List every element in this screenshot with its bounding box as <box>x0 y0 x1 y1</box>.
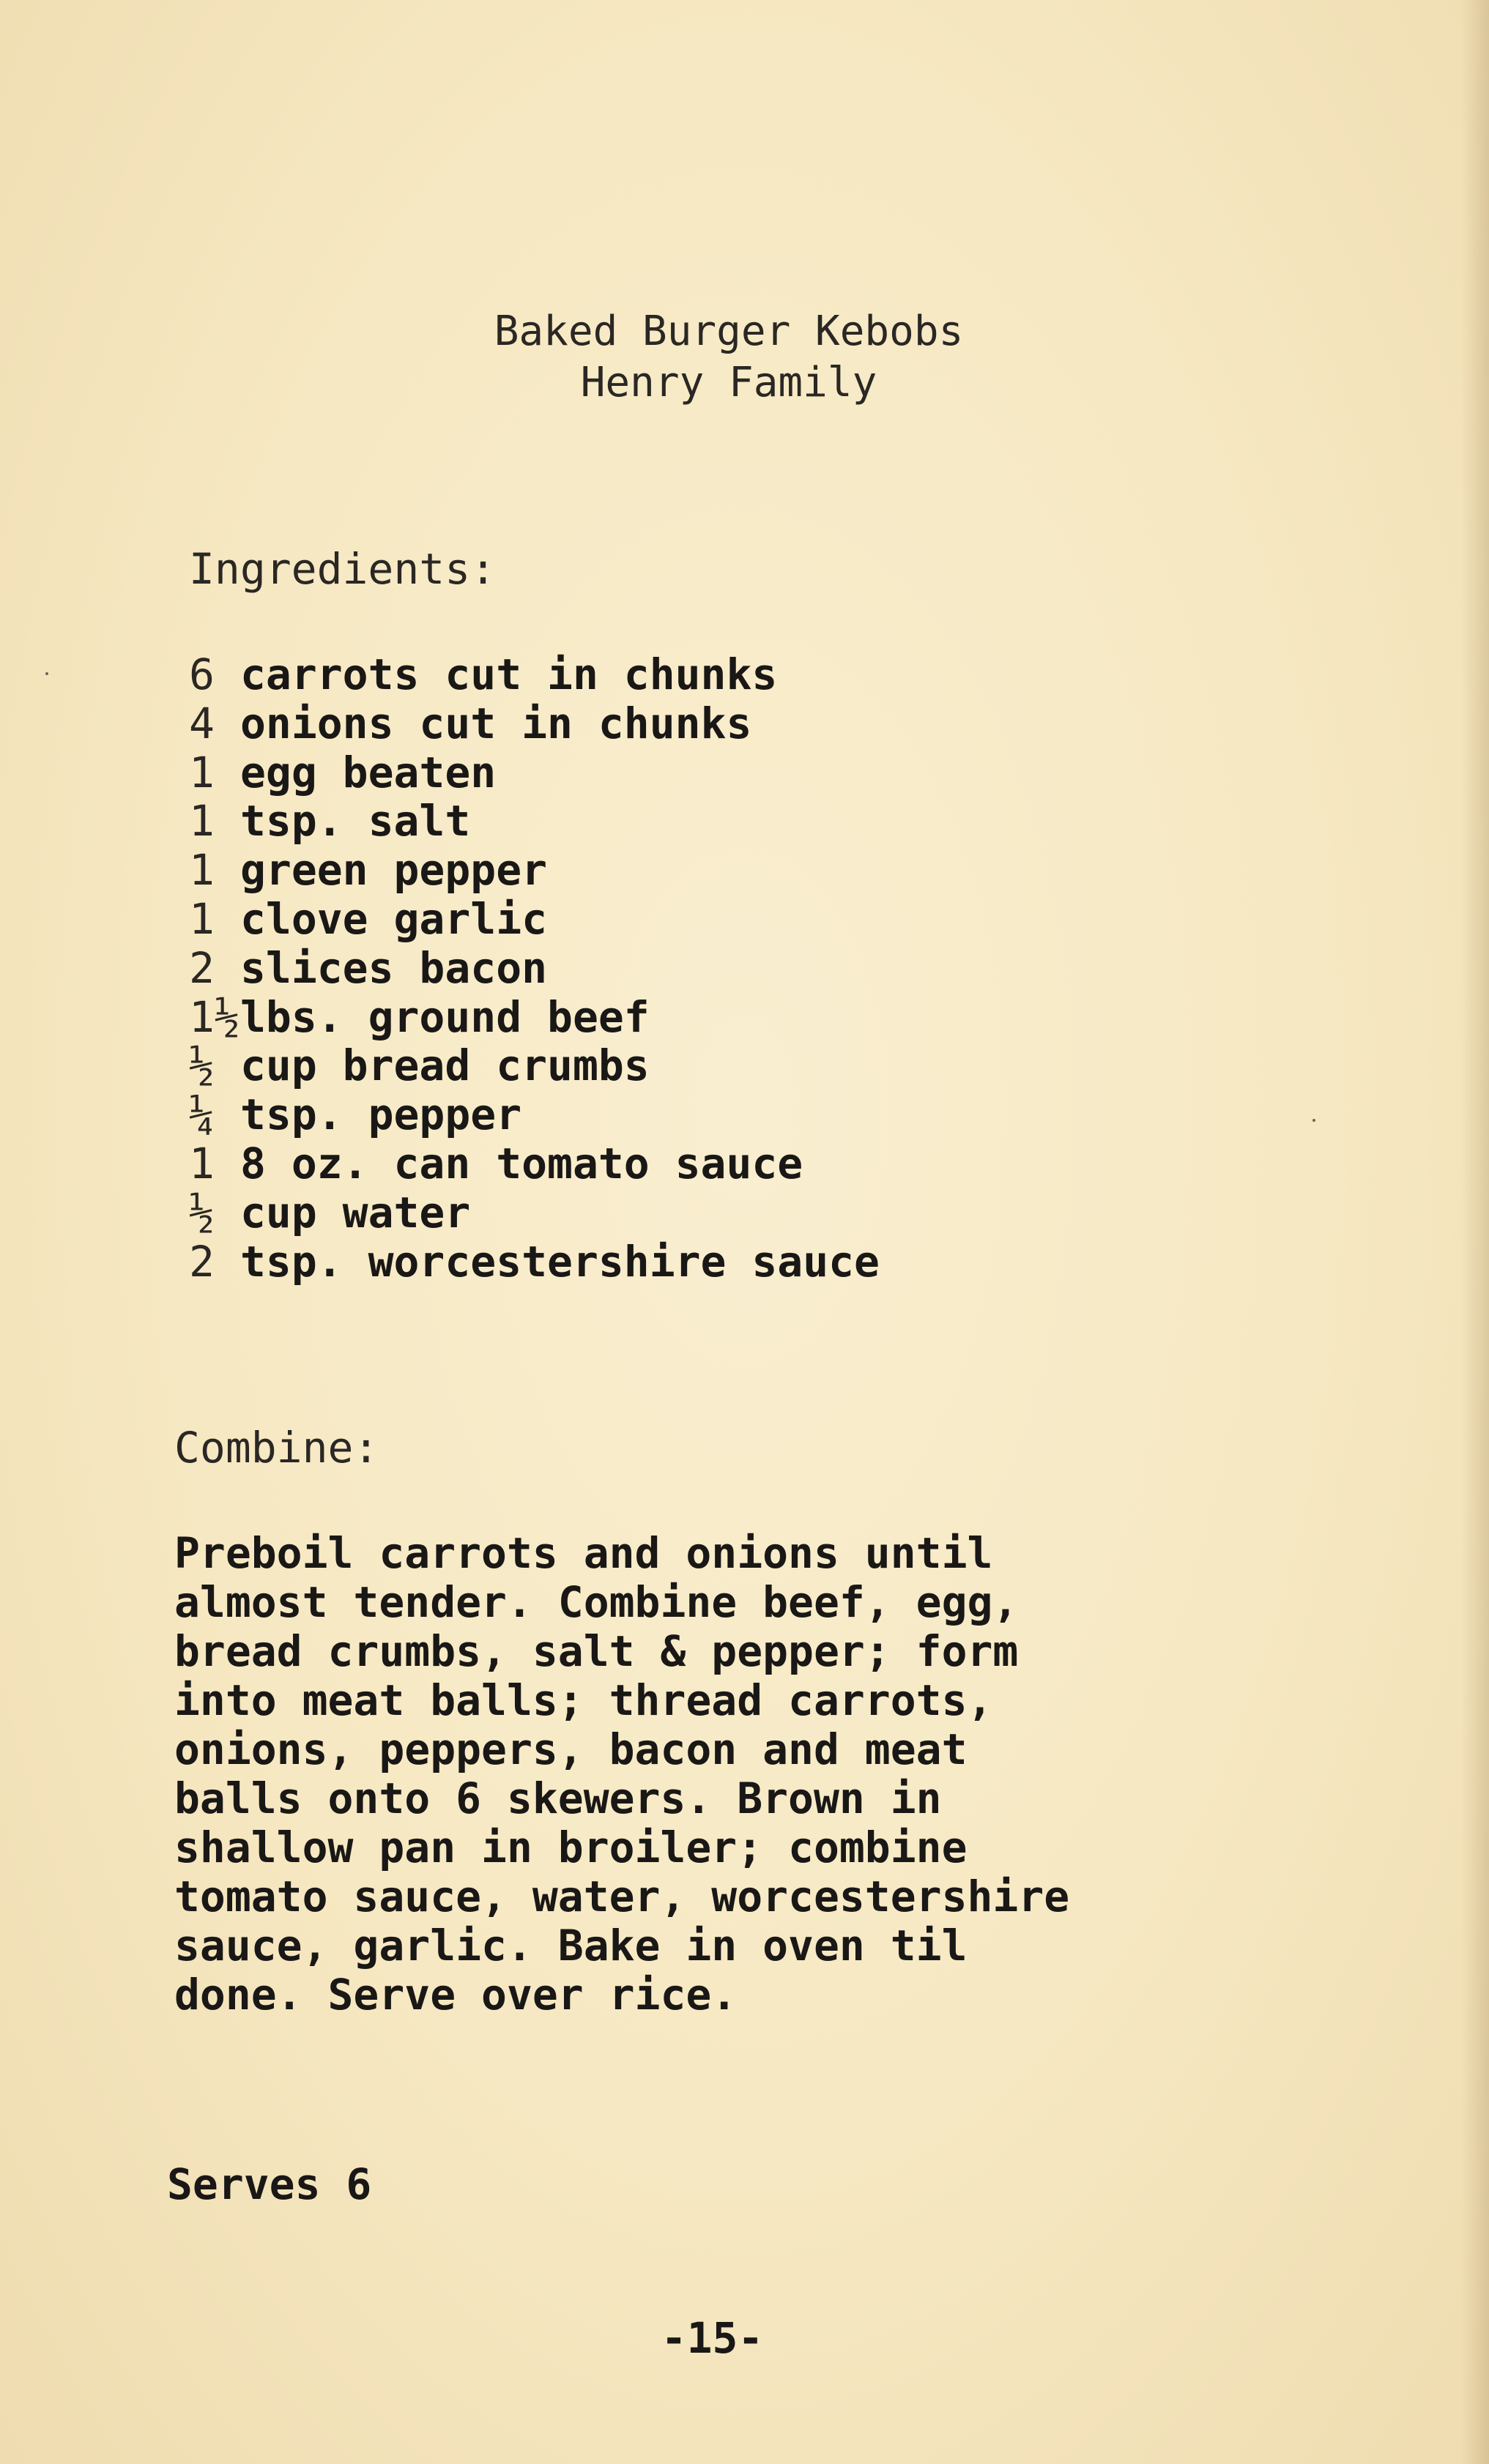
ingredients-list <box>189 650 880 1286</box>
ingredient-item <box>189 1090 880 1139</box>
ingredient-quantity: 1½ <box>189 991 240 1042</box>
ingredient-quantity: ½ <box>189 1041 215 1091</box>
ingredient-name: carrots cut in chunks <box>240 650 778 699</box>
ingredient-name: slices bacon <box>240 942 548 993</box>
ingredient-item <box>189 1139 880 1188</box>
ingredient-quantity: 1 <box>189 1138 215 1188</box>
method-line: bread crumbs, salt & pepper; form <box>174 1626 1019 1676</box>
recipe-title: Baked Burger Kebobs <box>494 308 964 355</box>
method-line: into meat balls; thread carrots, <box>174 1675 993 1725</box>
ingredient-name: tsp. worcestershire sauce <box>240 1236 880 1287</box>
page-number: -15- <box>661 2313 764 2363</box>
method-line: balls onto 6 skewers. Brown in <box>174 1773 942 1823</box>
ingredient-name: 8 oz. can tomato sauce <box>240 1138 803 1188</box>
method-line: onions, peppers, bacon and meat <box>174 1724 968 1774</box>
ingredient-quantity: ¼ <box>189 1090 215 1140</box>
ingredient-item <box>189 650 880 699</box>
ingredient-name: green pepper <box>240 845 548 896</box>
ingredient-name: tsp. salt <box>240 796 471 846</box>
ingredient-item <box>189 797 880 846</box>
ingredient-quantity: 2 <box>189 942 215 993</box>
ingredient-quantity: 1 <box>189 845 215 896</box>
method-line: shallow pan in broiler; combine <box>174 1823 968 1872</box>
ingredient-item <box>189 748 880 797</box>
ingredient-name: onions cut in chunks <box>240 698 752 748</box>
serves-note: Serves 6 <box>167 2159 372 2209</box>
ingredient-quantity: 1 <box>189 796 215 846</box>
ingredient-quantity: 1 <box>189 893 215 944</box>
method-line: done. Serve over rice. <box>174 1970 738 2020</box>
ingredient-item <box>189 1237 880 1287</box>
ingredient-name: lbs. ground beef <box>240 991 650 1042</box>
ingredient-name: tsp. pepper <box>240 1090 522 1140</box>
ingredient-quantity: 6 <box>189 650 215 699</box>
method-line: tomato sauce, water, worcestershire <box>174 1872 1070 1921</box>
method-line: almost tender. Combine beef, egg, <box>174 1577 1019 1627</box>
combine-heading: Combine: <box>174 1423 379 1473</box>
ingredient-name: cup bread crumbs <box>240 1041 650 1091</box>
paper-speck <box>1312 1119 1315 1122</box>
ingredient-item <box>189 846 880 895</box>
method-line: Preboil carrots and onions until <box>174 1528 993 1578</box>
ingredient-item <box>189 1041 880 1090</box>
ingredients-heading: Ingredients: <box>189 544 497 594</box>
ingredient-item <box>189 944 880 993</box>
method-line: sauce, garlic. Bake in oven til <box>174 1921 968 1970</box>
ingredient-quantity: 2 <box>189 1236 215 1287</box>
ingredient-item <box>189 895 880 944</box>
ingredient-name: cup water <box>240 1187 471 1237</box>
ingredient-quantity: 4 <box>189 698 215 748</box>
ingredient-name: clove garlic <box>240 893 548 944</box>
paper-speck <box>45 672 48 675</box>
recipe-source: Henry Family <box>580 359 877 406</box>
ingredient-item <box>189 1188 880 1237</box>
ingredient-item <box>189 993 880 1042</box>
ingredient-quantity: ½ <box>189 1187 215 1237</box>
page-edge-shadow <box>1461 0 1489 2464</box>
ingredient-item <box>189 699 880 748</box>
method-text <box>174 1529 1069 2020</box>
ingredient-name: egg beaten <box>240 747 497 797</box>
ingredient-quantity: 1 <box>189 747 215 797</box>
